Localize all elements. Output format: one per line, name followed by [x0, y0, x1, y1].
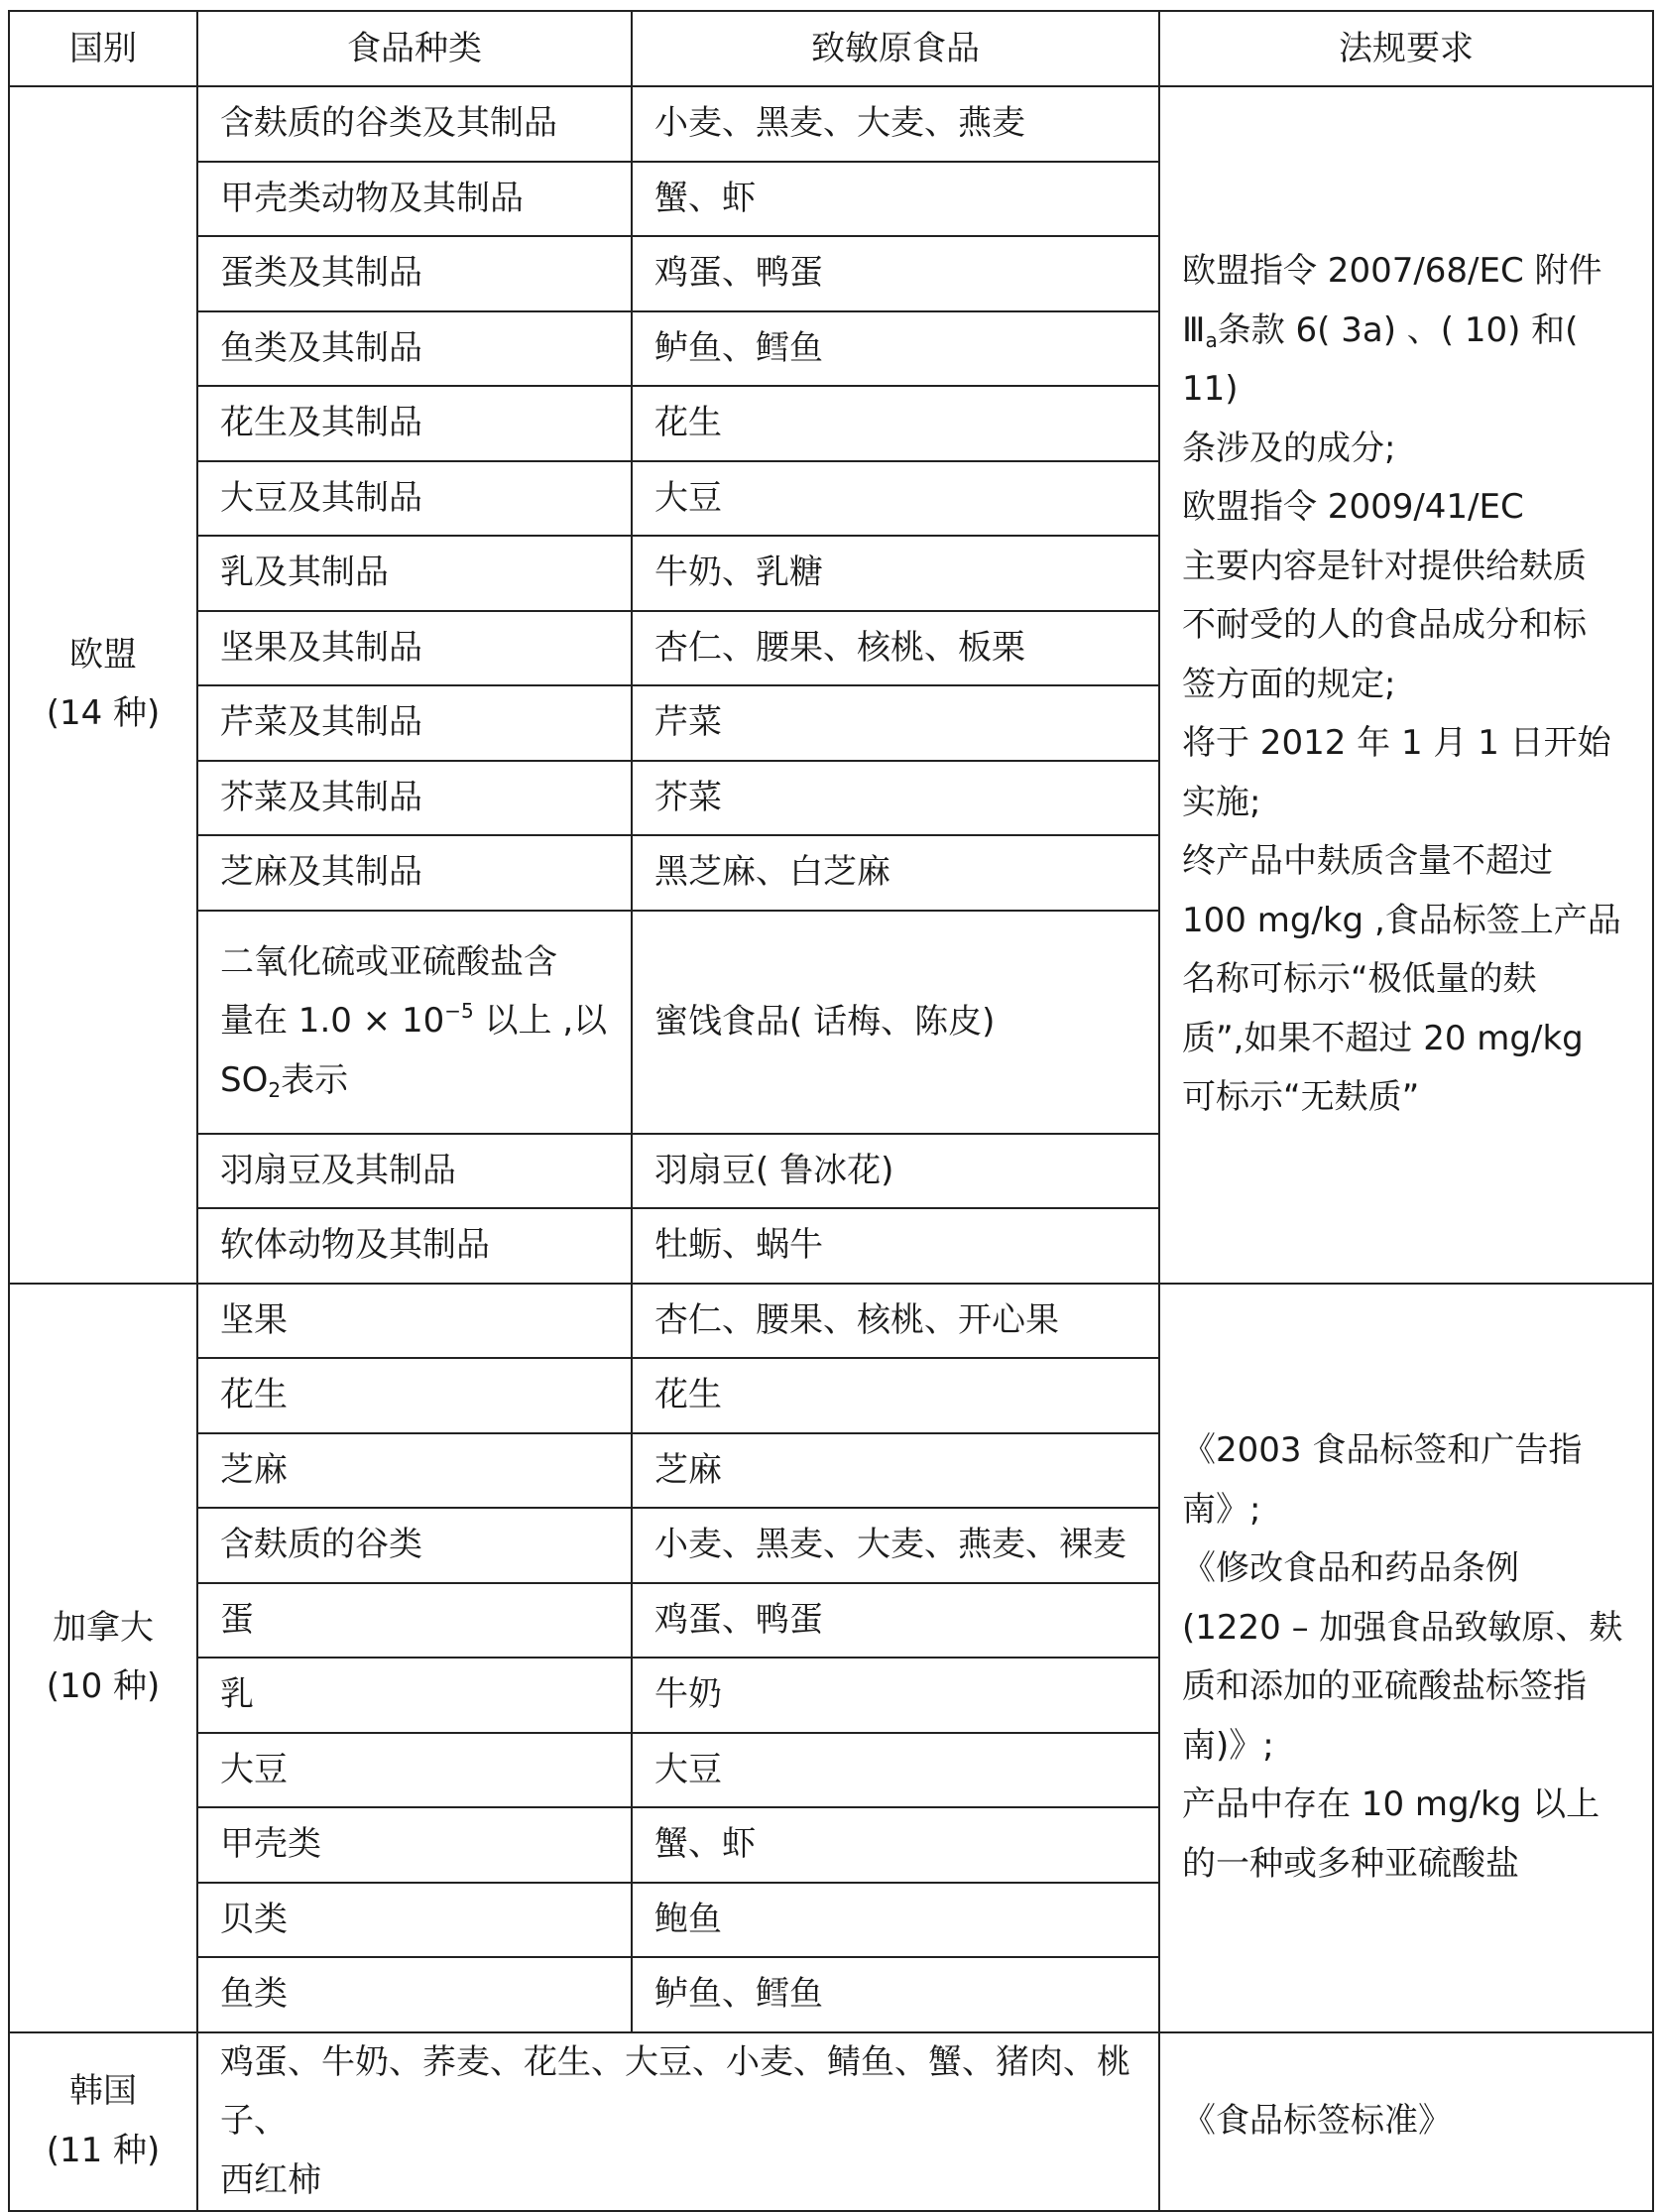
- regulation-line: 条涉及的成分;: [1182, 428, 1396, 468]
- subscript: a: [1205, 327, 1218, 352]
- regulation-cell-eu: [1159, 86, 1653, 1284]
- allergen-foods: 大豆: [632, 1733, 1159, 1808]
- food-category-line: 二氧化硫或亚硫酸盐含: [220, 941, 557, 982]
- food-category: 甲壳类动物及其制品: [197, 162, 632, 237]
- allergen-foods: 羽扇豆( 鲁冰花): [632, 1134, 1159, 1209]
- allergen-foods: 杏仁、腰果、核桃、开心果: [632, 1284, 1159, 1359]
- regulation-line: 主要内容是针对提供给麸质: [1182, 546, 1587, 586]
- allergen-list-line: 鸡蛋、牛奶、荞麦、花生、大豆、小麦、鲭鱼、蟹、猪肉、桃子、: [220, 2041, 1130, 2141]
- subscript: 2: [268, 1077, 282, 1102]
- allergen-foods: 蟹、虾: [632, 162, 1159, 237]
- food-category: 乳及其制品: [197, 536, 632, 611]
- regulation-line: 100 mg/kg ,食品标签上产品: [1182, 900, 1621, 940]
- food-category: 芝麻及其制品: [197, 835, 632, 911]
- regulation-line: 欧盟指令 2009/41/EC: [1182, 487, 1524, 527]
- allergen-foods: 鸡蛋、鸭蛋: [632, 236, 1159, 311]
- allergen-list-line: 西红柿: [220, 2159, 321, 2200]
- food-category: 蛋: [197, 1583, 632, 1659]
- country-name: 加拿大: [53, 1607, 154, 1648]
- header-row: [9, 11, 1653, 86]
- food-category: 花生: [197, 1358, 632, 1433]
- food-category: 大豆: [197, 1733, 632, 1808]
- food-category: 芥菜及其制品: [197, 761, 632, 836]
- regulation-line: 的一种或多种亚硫酸盐: [1182, 1843, 1519, 1884]
- allergen-foods: 小麦、黑麦、大麦、燕麦: [632, 86, 1159, 162]
- food-category-text: 量在 1.0 × 10: [220, 1001, 445, 1042]
- regulation-line: 质”,如果不超过 20 mg/kg: [1182, 1018, 1584, 1058]
- food-category: 芹菜及其制品: [197, 685, 632, 761]
- regulation-cell-canada: [1159, 1284, 1653, 2032]
- country-name: 欧盟: [69, 634, 137, 675]
- allergen-foods: 鲈鱼、鳕鱼: [632, 1957, 1159, 2032]
- food-category-line: [220, 992, 609, 1051]
- regulation-line: 实施;: [1182, 782, 1261, 822]
- food-category: 羽扇豆及其制品: [197, 1134, 632, 1209]
- food-category: 含麸质的谷类: [197, 1508, 632, 1583]
- regulation-text: 条款 6( 3a) 、( 10) 和( 11): [1182, 309, 1579, 409]
- food-category-line: [220, 1051, 609, 1111]
- food-category: 坚果及其制品: [197, 611, 632, 686]
- regulation-line: [1182, 302, 1632, 420]
- allergen-foods: 花生: [632, 1358, 1159, 1433]
- allergen-list-korea: [197, 2032, 1159, 2212]
- allergen-foods: 鸡蛋、鸭蛋: [632, 1583, 1159, 1659]
- regulation-line: 将于 2012 年 1 月 1 日开始: [1182, 723, 1611, 763]
- country-cell-canada: [9, 1284, 197, 2032]
- regulation-line: 不耐受的人的食品成分和标: [1182, 605, 1587, 645]
- allergen-foods: 黑芝麻、白芝麻: [632, 835, 1159, 911]
- allergen-foods: 杏仁、腰果、核桃、板栗: [632, 611, 1159, 686]
- regulation-cell-korea: 《食品标签标准》: [1159, 2032, 1653, 2212]
- allergen-foods: 蜜饯食品( 话梅、陈皮): [632, 911, 1159, 1134]
- header-allergen-foods: 致敏原食品: [632, 11, 1159, 86]
- food-category: 乳: [197, 1658, 632, 1733]
- food-category: 芝麻: [197, 1433, 632, 1509]
- country-name: 韩国: [69, 2071, 137, 2112]
- allergen-foods: 大豆: [632, 461, 1159, 537]
- country-cell-korea: [9, 2032, 197, 2212]
- food-category: 蛋类及其制品: [197, 236, 632, 311]
- country-count: (10 种): [46, 1666, 161, 1706]
- regulation-line: 质和添加的亚硫酸盐标签指: [1182, 1666, 1587, 1706]
- regulation-line: 《2003 食品标签和广告指: [1182, 1430, 1583, 1470]
- food-category: 软体动物及其制品: [197, 1208, 632, 1284]
- allergen-regulation-table: [8, 10, 1654, 2212]
- allergen-foods: 蟹、虾: [632, 1807, 1159, 1883]
- header-food-category: 食品种类: [197, 11, 632, 86]
- allergen-foods: 芝麻: [632, 1433, 1159, 1509]
- allergen-foods: 鲍鱼: [632, 1883, 1159, 1958]
- allergen-foods: 牛奶: [632, 1658, 1159, 1733]
- regulation-line: (1220 – 加强食品致敏原、麸: [1182, 1607, 1623, 1648]
- regulation-line: 可标示“无麸质”: [1182, 1077, 1420, 1117]
- allergen-foods: 芥菜: [632, 761, 1159, 836]
- food-category-text: 表示: [281, 1059, 349, 1100]
- food-category: 大豆及其制品: [197, 461, 632, 537]
- food-category: 坚果: [197, 1284, 632, 1359]
- superscript: −5: [444, 999, 474, 1024]
- food-category-so2: [197, 911, 632, 1134]
- food-category: 贝类: [197, 1883, 632, 1958]
- country-count: (14 种): [46, 693, 161, 734]
- regulation-line: 南》;: [1182, 1489, 1261, 1530]
- country-count: (11 种): [46, 2130, 161, 2170]
- table-row: [9, 1284, 1653, 1359]
- allergen-foods: 小麦、黑麦、大麦、燕麦、裸麦: [632, 1508, 1159, 1583]
- regulation-line: 终产品中麸质含量不超过: [1182, 841, 1553, 881]
- allergen-foods: 牛奶、乳糖: [632, 536, 1159, 611]
- regulation-line: 欧盟指令 2007/68/EC 附件: [1182, 251, 1602, 291]
- food-category: 鱼类及其制品: [197, 311, 632, 387]
- table-row: [9, 86, 1653, 162]
- table-row: [9, 2032, 1653, 2212]
- regulation-line: 产品中存在 10 mg/kg 以上: [1182, 1784, 1601, 1824]
- regulation-line: 签方面的规定;: [1182, 664, 1396, 704]
- header-regulation: 法规要求: [1159, 11, 1653, 86]
- country-cell-eu: [9, 86, 197, 1284]
- food-category: 含麸质的谷类及其制品: [197, 86, 632, 162]
- food-category: 花生及其制品: [197, 386, 632, 461]
- food-category: 鱼类: [197, 1957, 632, 2032]
- food-category-text: 以上 ,以: [473, 1001, 608, 1042]
- header-country: 国别: [9, 11, 197, 86]
- food-category: 甲壳类: [197, 1807, 632, 1883]
- allergen-foods: 鲈鱼、鳕鱼: [632, 311, 1159, 387]
- allergen-foods: 花生: [632, 386, 1159, 461]
- regulation-line: 南)》;: [1182, 1725, 1274, 1766]
- allergen-foods: 牡蛎、蜗牛: [632, 1208, 1159, 1284]
- food-category-text: SO: [220, 1059, 269, 1100]
- regulation-line: 《修改食品和药品条例: [1182, 1548, 1519, 1588]
- roman-numeral: Ⅲ: [1182, 309, 1206, 350]
- allergen-foods: 芹菜: [632, 685, 1159, 761]
- regulation-line: 名称可标示“极低量的麸: [1182, 959, 1537, 999]
